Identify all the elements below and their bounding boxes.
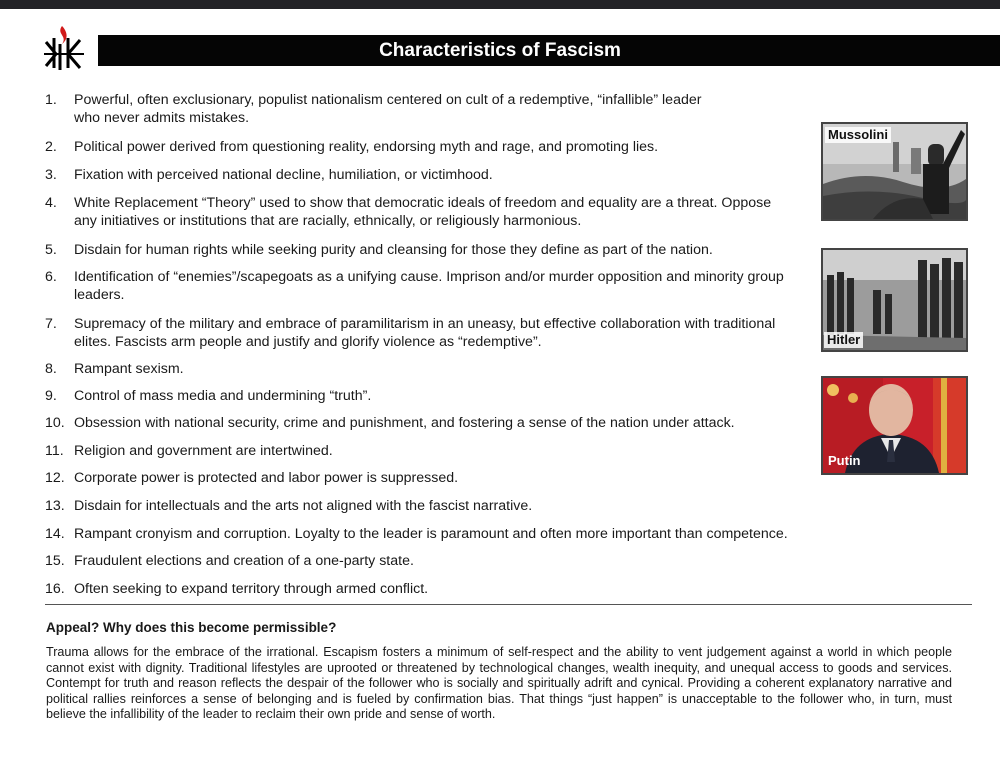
photo-putin: [821, 376, 968, 475]
item-text: Fraudulent elections and creation of a one-party state.: [74, 553, 414, 569]
photo-mussolini: [821, 122, 968, 221]
title-banner: [0, 35, 1000, 66]
flame-logo-icon: [42, 24, 86, 74]
item-number: 2.: [45, 139, 57, 155]
item-number: 14.: [45, 526, 65, 542]
item-number: 5.: [45, 242, 57, 258]
item-number: 6.: [45, 269, 57, 285]
top-bar: [0, 0, 1000, 9]
appeal-heading: Appeal? Why does this become permissible?: [46, 620, 337, 635]
item-text: Fixation with perceived national decline, humiliation, or victimhood.: [74, 167, 493, 183]
item-text: Rampant sexism.: [74, 361, 184, 377]
item-text: Rampant cronyism and corruption. Loyalty to the leader is paramount and often more important than competence.: [74, 526, 788, 542]
item-number: 12.: [45, 470, 65, 486]
item-number: 7.: [45, 316, 57, 332]
photo-caption: Hitler: [824, 332, 863, 348]
item-number: 11.: [45, 443, 64, 459]
item-text: Obsession with national security, crime and punishment, and fostering a sense of the nation under attack.: [74, 415, 735, 431]
item-number: 3.: [45, 167, 57, 183]
item-text: Disdain for intellectuals and the arts not aligned with the fascist narrative.: [74, 498, 533, 514]
appeal-paragraph: Trauma allows for the embrace of the irrational. Escapism fosters a minimum of self-respect and the ability to vent judgement against a world in which people cannot exist with dignity. Traditional lifestyles are uprooted or threatened by technological changes, wealth inequity, and unequal access to goods and services. Contempt for truth and reason reflects the despair of the follower who is socially and spiritually adrift and cynical. Providing a coherent explanatory narrative and political rallies reinforces a sense of belonging and is fueled by confirmation bias. That things “just happen” is unacceptable to the follower who, in turn, must believe the infallibility of the leader to reclaim their own pride and sense of worth.: [46, 645, 952, 722]
photo-caption: Putin: [828, 453, 861, 468]
photo-caption: Mussolini: [825, 127, 891, 143]
item-text: Political power derived from questioning reality, endorsing myth and rage, and promoting lies.: [74, 139, 659, 155]
page-title: Characteristics of Fascism: [379, 40, 621, 61]
item-number: 10.: [45, 415, 65, 431]
item-text: Disdain for human rights while seeking purity and cleansing for those they define as part of the nation.: [74, 242, 713, 258]
item-number: 1.: [45, 92, 57, 108]
item-text: Control of mass media and undermining “truth”.: [74, 388, 372, 404]
item-number: 15.: [45, 553, 65, 569]
item-number: 9.: [45, 388, 57, 404]
photo-hitler: [821, 248, 968, 352]
item-text: Religion and government are intertwined.: [74, 443, 333, 459]
item-text: Identification of “enemies”/scapegoats as a unifying cause. Imprison and/or murder opposition and minority group leaders.: [74, 269, 784, 303]
item-text: Supremacy of the military and embrace of paramilitarism in an uneasy, but effective collaboration with traditional elites. Fascists arm people and justify and glorify violence as “redemptive”.: [74, 316, 776, 350]
item-text: Corporate power is protected and labor power is suppressed.: [74, 470, 459, 486]
section-divider: [45, 604, 972, 605]
logo: [0, 22, 98, 74]
item-text: Often seeking to expand territory through armed conflict.: [74, 581, 429, 597]
item-number: 13.: [45, 498, 65, 514]
item-number: 8.: [45, 361, 57, 377]
item-text: White Replacement “Theory” used to show that democratic ideals of freedom and equality are a threat. Oppose any initiatives or institutions that are racially, ethnically, or religiously harmonious.: [74, 195, 772, 229]
item-text: Powerful, often exclusionary, populist nationalism centered on cult of a redemptive, “infallible” leader who never admits mistakes.: [74, 92, 702, 126]
item-number: 4.: [45, 195, 57, 211]
item-number: 16.: [45, 581, 65, 597]
